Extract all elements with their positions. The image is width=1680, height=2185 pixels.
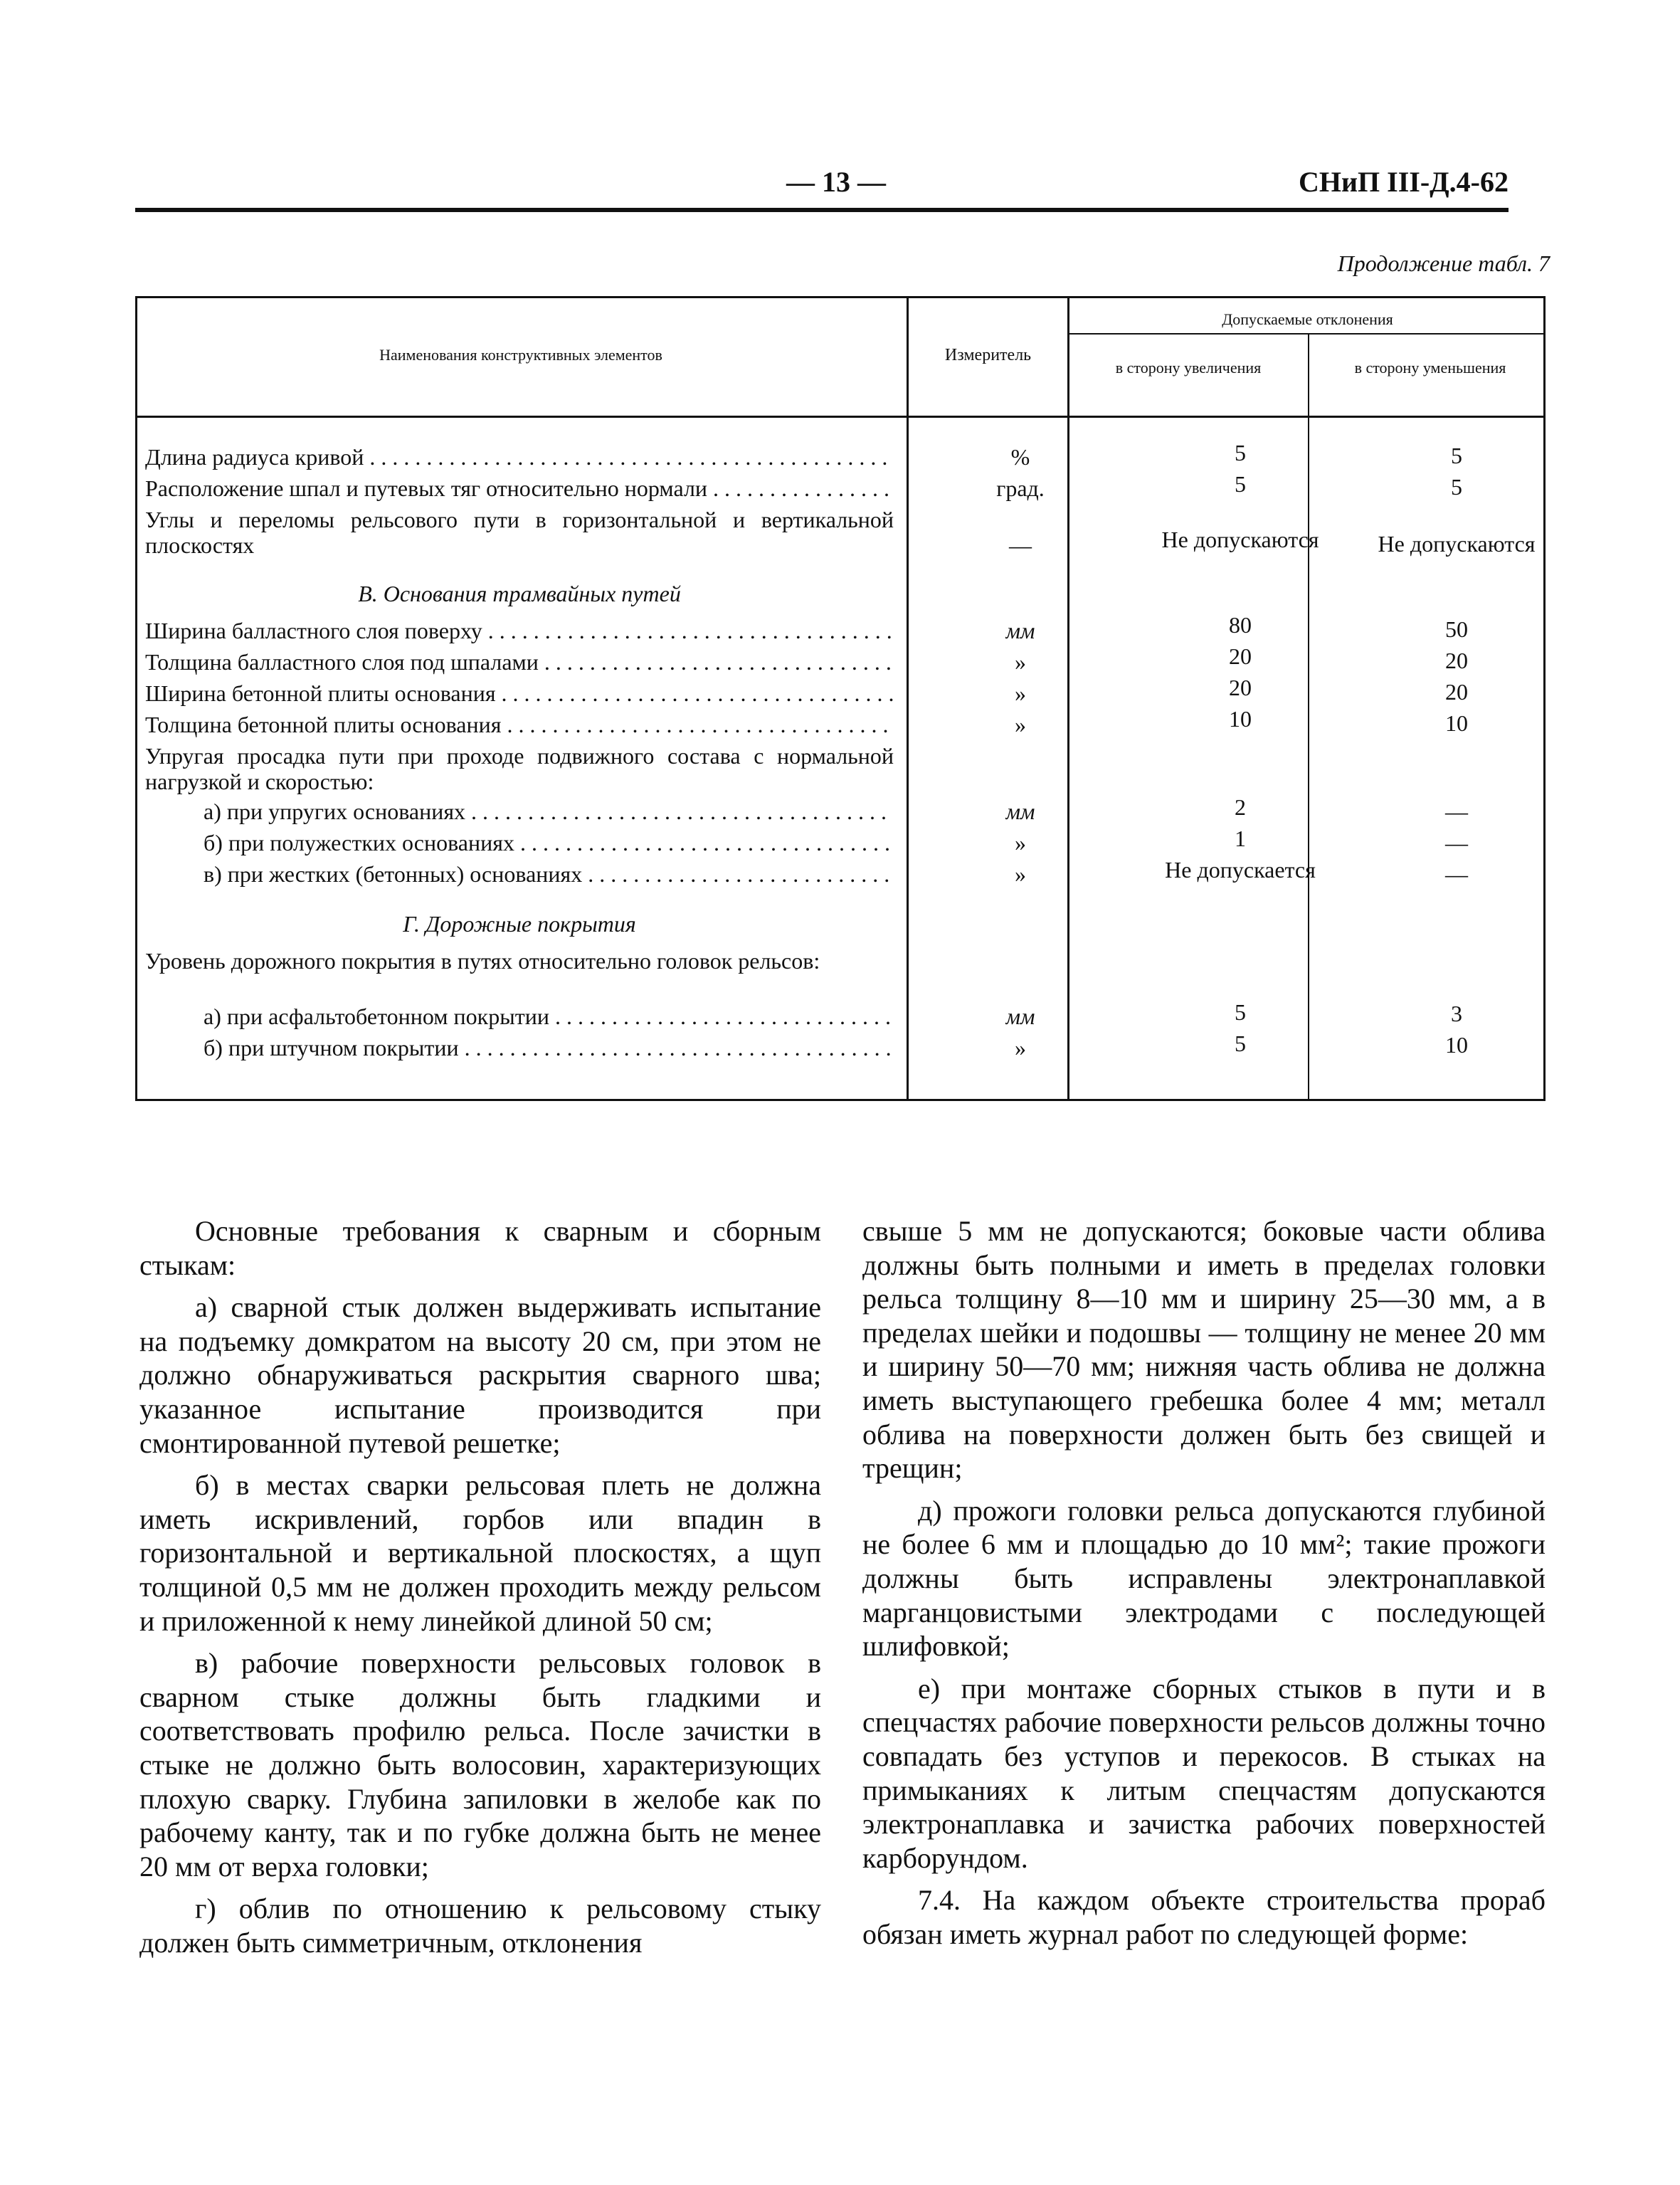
row-increase: 5: [1235, 440, 1246, 465]
row-increase: 2: [1235, 794, 1246, 820]
header-decrease: в сторону уменьшения: [1354, 359, 1506, 377]
row-name: а) при асфальтобетонном покрытии . . .: [204, 1004, 894, 1029]
row-increase: 5: [1235, 471, 1246, 497]
row-increase: 5: [1235, 1031, 1246, 1056]
row-decrease: 10: [1445, 1032, 1468, 1058]
header-unit: Измеритель: [944, 346, 1032, 364]
row-name: а) при упругих основаниях . . .: [204, 799, 894, 824]
row-unit: мм: [1005, 799, 1035, 824]
row-increase: 20: [1229, 675, 1252, 700]
row-unit: град.: [996, 475, 1045, 501]
row-name: Ширина бетонной плиты основания . . .: [145, 680, 894, 706]
header-name: Наименования конструктивных элементов: [379, 346, 662, 364]
section-heading: Г. Дорожные покрытия: [403, 911, 636, 937]
row-unit: —: [1009, 532, 1032, 558]
row-increase: 1: [1235, 826, 1246, 851]
body-column-left: [139, 1214, 821, 1968]
paragraph: в) рабочие поверхности рельсовых головок в сварном стыке должны быть гладкими и соответствовать профилю рельса. После зачистки в стыке не должно быть волосовин, характеризующих плохую сварку. Глубина запиловки в желобе как по рабочему канту, так и по губке должна быть не менее 20 мм от верха головки;: [139, 1647, 821, 1883]
row-name: б) при штучном покрытии . . .: [204, 1035, 894, 1060]
row-unit: »: [1015, 712, 1026, 737]
row-decrease: 10: [1445, 710, 1468, 736]
row-unit: %: [1010, 444, 1030, 470]
paragraph: свыше 5 мм не допускаются; боковые части облива должны быть полными и иметь в пределах головки рельса толщину 8—10 мм и ширину 25—30 мм, а в пределах шейки и подошвы — толщину не менее 20 мм и ширину 50—70 мм; нижняя часть облива не должна иметь выступающего гребешка более 4 мм; металл облива на поверхности должен быть без свищей и трещин;: [862, 1215, 1546, 1485]
row-decrease: —: [1445, 799, 1468, 824]
table-header-divider: [135, 416, 1546, 418]
row-unit: »: [1015, 680, 1026, 706]
row-increase: Не допускается: [1165, 857, 1316, 883]
page-number: — 13 —: [786, 166, 886, 198]
header-rule: [135, 208, 1509, 212]
table-bottom-border: [135, 1099, 1546, 1101]
row-unit: »: [1015, 861, 1026, 887]
row-increase: Не допускаются: [1161, 527, 1319, 552]
row-increase: 80: [1229, 612, 1252, 638]
row-name: Углы и переломы рельсового пути в горизонтальной и вертикальной плоскостях: [145, 507, 894, 558]
paragraph: а) сварной стык должен выдерживать испытание на подъемку домкратом на высоту 20 см, при этом не должно обнаруживаться раскрытия сварного шва; указанное испытание производится при смонтированной путевой решетке;: [139, 1291, 821, 1459]
row-name: Расположение шпал и путевых тяг относительно нормали . . .: [145, 475, 894, 501]
body-column-right: [862, 1214, 1546, 1959]
row-unit: »: [1015, 830, 1026, 855]
paragraph: 7.4. На каждом объекте строительства прораб обязан иметь журнал работ по следующей форме:: [862, 1884, 1546, 1950]
row-decrease: 20: [1445, 648, 1468, 673]
row-decrease: 3: [1451, 1001, 1462, 1026]
row-decrease: Не допускаются: [1378, 531, 1536, 557]
row-decrease: 5: [1451, 443, 1462, 468]
row-increase: 5: [1235, 999, 1246, 1025]
row-decrease: 20: [1445, 679, 1468, 705]
table-top-border: [135, 296, 1546, 298]
row-name: Толщина бетонной плиты основания . . .: [145, 712, 894, 737]
row-name: Упругая просадка пути при проходе подвижного состава с нормальной нагрузкой и скоростью:: [145, 743, 894, 794]
row-unit: »: [1015, 649, 1026, 675]
header-deviations: Допускаемые отклонения: [1222, 310, 1393, 328]
row-increase: 20: [1229, 643, 1252, 669]
row-name: Длина радиуса кривой . . .: [145, 444, 894, 470]
header-increase: в сторону увеличения: [1115, 359, 1262, 377]
row-name: Толщина балластного слоя под шпалами . . .: [145, 649, 894, 675]
row-name: б) при полужестких основаниях . . .: [204, 830, 894, 855]
row-decrease: —: [1445, 830, 1468, 855]
paragraph: г) облив по отношению к рельсовому стыку должен быть симметричным, отклонения: [139, 1892, 821, 1959]
row-name: Уровень дорожного покрытия в путях относительно головок рельсов:: [145, 948, 820, 974]
row-name: Ширина балластного слоя поверху . . .: [145, 618, 894, 643]
row-unit: мм: [1005, 1004, 1035, 1029]
row-name: в) при жестких (бетонных) основаниях . . .: [204, 861, 894, 887]
paragraph: д) прожоги головки рельса допускаются глубиной не более 6 мм и площадью до 10 мм²; такие прожоги должны быть исправлены электронаплавкой марганцовистыми электродами с последующей шлифовкой;: [862, 1494, 1546, 1663]
paragraph: е) при монтаже сборных стыков в пути и в спецчастях рабочие поверхности рельсов должны точно совпадать без уступов и перекосов. В стыках на примыканиях к литым спецчастям допускаются электронаплавка и зачистка рабочих поверхностей карборундом.: [862, 1672, 1546, 1874]
row-decrease: —: [1445, 861, 1468, 887]
paragraph: Основные требования к сварным и сборным стыкам:: [139, 1215, 821, 1281]
table-header-inner-divider: [1067, 333, 1546, 335]
section-heading: В. Основания трамвайных путей: [358, 581, 681, 606]
table-caption: Продолжение табл. 7: [1337, 251, 1550, 276]
table-col-divider-unit: [907, 296, 909, 1101]
row-decrease: 50: [1445, 616, 1468, 642]
tolerance-table: [135, 296, 1546, 1101]
document-code: СНиП III-Д.4-62: [1298, 166, 1509, 198]
paragraph: б) в местах сварки рельсовая плеть не должна иметь искривлений, горбов или впадин в горизонтальной и вертикальной плоскостях, а щуп толщиной 0,5 мм не должен проходить между рельсом и приложенной к нему линейкой длиной 50 см;: [139, 1469, 821, 1637]
row-increase: 10: [1229, 706, 1252, 732]
row-unit: »: [1015, 1035, 1026, 1060]
row-unit: мм: [1005, 618, 1035, 643]
row-decrease: 5: [1451, 474, 1462, 500]
